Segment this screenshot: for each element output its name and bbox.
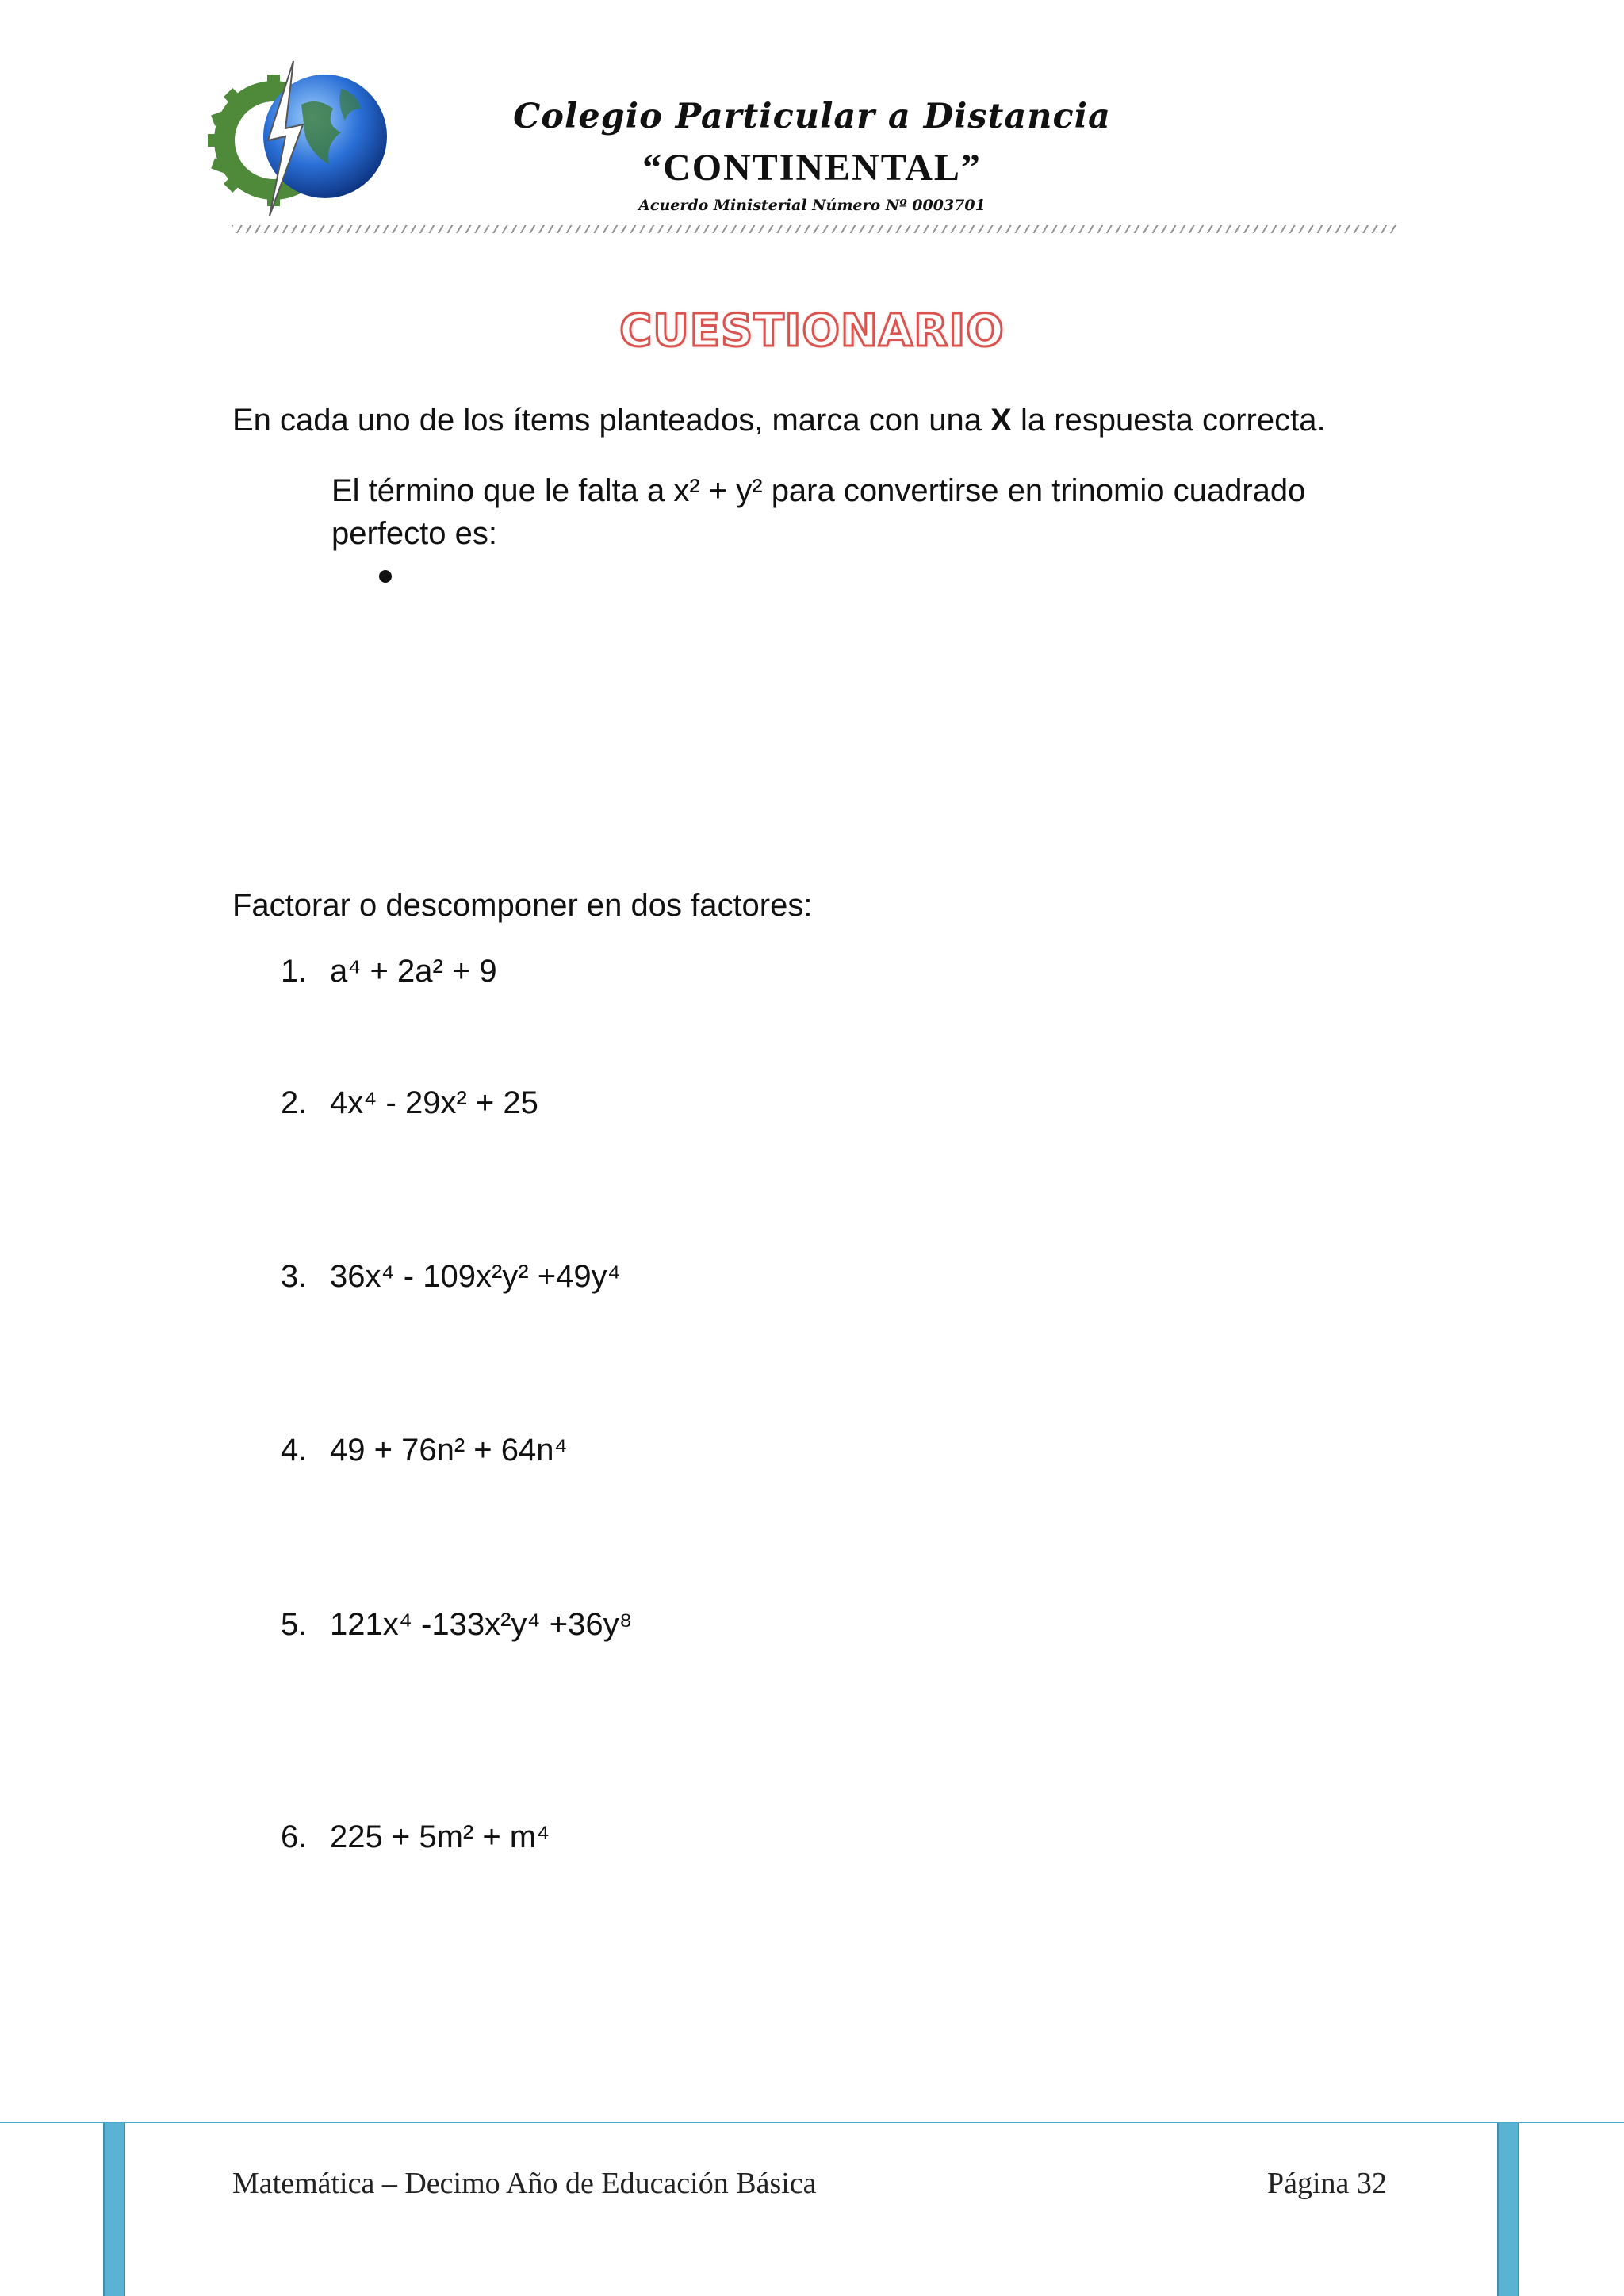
instruction-before: En cada uno de los ítems planteados, marca con una (232, 403, 991, 438)
item-expression: 4x⁴ - 29x² + 25 (330, 1085, 538, 1120)
item-expression: 121x⁴ -133x²y⁴ +36y⁸ (330, 1607, 633, 1642)
footer-left-bar (103, 2123, 125, 2296)
item-number: 5. (281, 1607, 308, 1642)
footer-subject: Matemática – Decimo Año de Educación Básica (232, 2167, 817, 2200)
ministerial-agreement: Acuerdo Ministerial Número Nº 0003701 (638, 197, 986, 214)
page-number: Página 32 (1267, 2167, 1387, 2200)
list-item (281, 1259, 621, 1295)
item-number: 2. (281, 1085, 308, 1120)
instruction-text (232, 399, 1326, 442)
item-number: 1. (281, 954, 308, 989)
list-item (281, 954, 497, 989)
footer-divider (0, 2122, 1624, 2123)
item-number: 6. (281, 1820, 308, 1854)
item-number: 4. (281, 1433, 308, 1468)
item-expression: 49 + 76n² + 64n⁴ (330, 1433, 568, 1468)
list-item (281, 1085, 538, 1121)
list-item (281, 1607, 632, 1643)
school-brand: “CONTINENTAL” (642, 147, 982, 189)
list-item (281, 1820, 550, 1855)
list-item (281, 1433, 568, 1468)
item-expression: a⁴ + 2a² + 9 (330, 954, 497, 989)
page-title: CUESTIONARIO (619, 305, 1005, 357)
item-expression: 36x⁴ - 109x²y² +49y⁴ (330, 1259, 621, 1294)
footer-right-bar (1497, 2123, 1519, 2296)
question-perfect-square: El término que le falta a x² + y² para convertirse en trinomio cuadrado perfecto es: (331, 473, 1306, 551)
answer-bullet (379, 570, 392, 583)
factor-section-title: Factorar o descomponer en dos factores: (232, 888, 813, 923)
header-divider (232, 225, 1397, 233)
instruction-after: la respuesta correcta. (1011, 403, 1326, 438)
item-number: 3. (281, 1259, 308, 1294)
instruction-bold: X (990, 403, 1012, 438)
school-name: Colegio Particular a Distancia (513, 97, 1111, 136)
item-expression: 225 + 5m² + m⁴ (330, 1820, 550, 1854)
